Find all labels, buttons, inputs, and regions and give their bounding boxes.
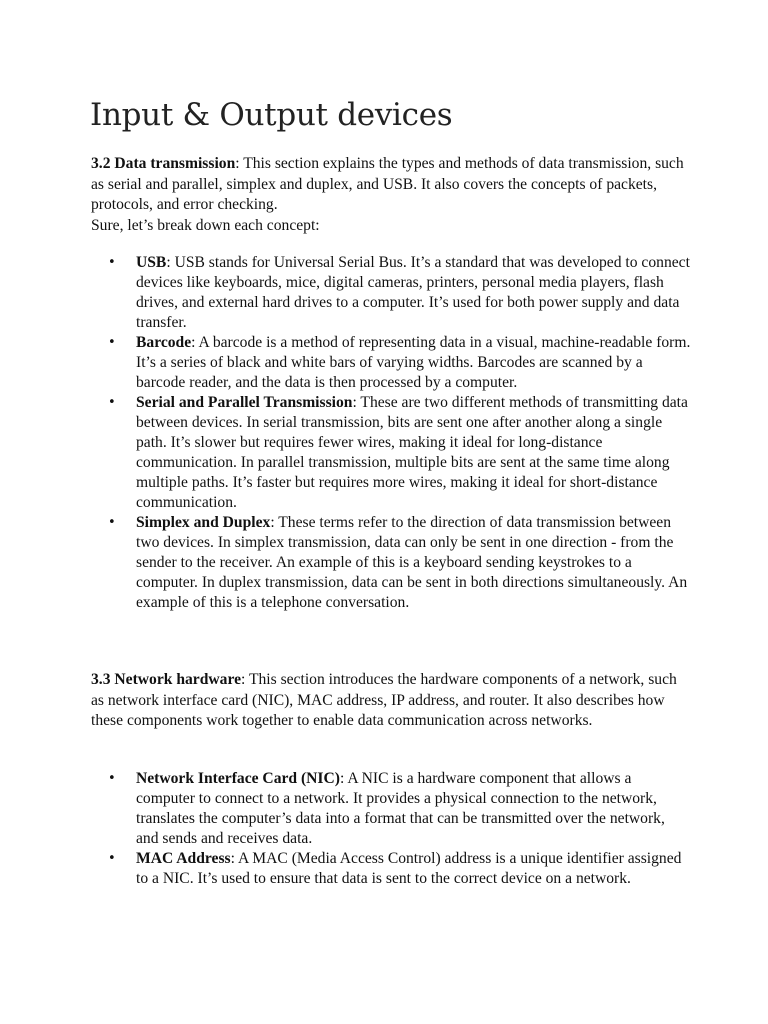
network-hardware-list <box>108 769 691 889</box>
bullet-icon: • <box>108 771 116 786</box>
bullet-icon: • <box>108 515 116 530</box>
list-item-text: : A MAC (Media Access Control) address is a unique identifier assigned to a NIC. It’s used to ensure that data is sent to the correct device on a network. <box>136 850 682 887</box>
list-item-text: : USB stands for Universal Serial Bus. It’s a standard that was developed to connect devices like keyboards, mice, digital cameras, printers, personal media players, flash drives, and external hard drives to a computer. It’s used for both power supply and data transfer. <box>136 254 690 331</box>
list-item-barcode <box>108 333 691 393</box>
list-item-term: Network Interface Card (NIC) <box>136 770 340 787</box>
section-heading: 3.3 Network hardware <box>91 671 241 688</box>
list-item-mac-address <box>108 849 691 889</box>
list-item-text: : These are two different methods of transmitting data between devices. In serial transmission, bits are sent one after another along a single path. It’s slower but requires fewer wires, making it ideal for long-distance communication. In parallel transmission, multiple bits are sent at the same time along multiple paths. It’s faster but requires more wires, making it ideal for short-distance communication. <box>136 394 688 511</box>
data-transmission-list <box>108 253 691 613</box>
list-item-simplex-duplex <box>108 513 691 613</box>
bullet-icon: • <box>108 395 116 410</box>
list-item-term: Barcode <box>136 334 192 351</box>
list-item-nic <box>108 769 691 849</box>
section-intro-text: : This section explains the types and methods of data transmission, such as serial and parallel, simplex and duplex, and USB. It also covers the concepts of packets, protocols, and error checking. <box>91 155 684 213</box>
section-heading: 3.2 Data transmission <box>91 155 236 172</box>
list-item-usb <box>108 253 691 333</box>
list-item-text: : A NIC is a hardware component that allows a computer to connect to a network. It provides a physical connection to the network, translates the computer’s data into a format that can be transmitted over the network, and sends and receives data. <box>136 770 665 847</box>
list-item-term: USB <box>136 254 167 271</box>
list-item-term: MAC Address <box>136 850 231 867</box>
section-data-transmission-intro <box>91 154 691 236</box>
list-item-text: : These terms refer to the direction of data transmission between two devices. In simplex transmission, data can only be sent in one direction - from the sender to the receiver. An example of this is a keyboard sending keystrokes to a computer. In duplex transmission, data can be sent in both directions simultaneously. An example of this is a telephone conversation. <box>136 514 688 611</box>
section-network-hardware-intro <box>91 670 691 732</box>
section-intro-text: : This section introduces the hardware components of a network, such as network interface card (NIC), MAC address, IP address, and router. It also describes how these components work together to enable data communication across networks. <box>91 671 677 729</box>
list-item-text: : A barcode is a method of representing data in a visual, machine-readable form. It’s a series of black and white bars of varying widths. Barcodes are scanned by a barcode reader, and the data is then processed by a computer. <box>136 334 691 391</box>
section-intro-paragraph <box>91 670 691 732</box>
page-title: Input & Output devices <box>90 97 453 133</box>
list-item-term: Serial and Parallel Transmission <box>136 394 353 411</box>
list-item-serial-parallel <box>108 393 691 513</box>
bullet-icon: • <box>108 255 116 270</box>
list-item-term: Simplex and Duplex <box>136 514 271 531</box>
lead-in-text: Sure, let’s break down each concept: <box>91 216 320 234</box>
bullet-icon: • <box>108 335 116 350</box>
bullet-icon: • <box>108 851 116 866</box>
section-intro-paragraph <box>91 154 691 216</box>
